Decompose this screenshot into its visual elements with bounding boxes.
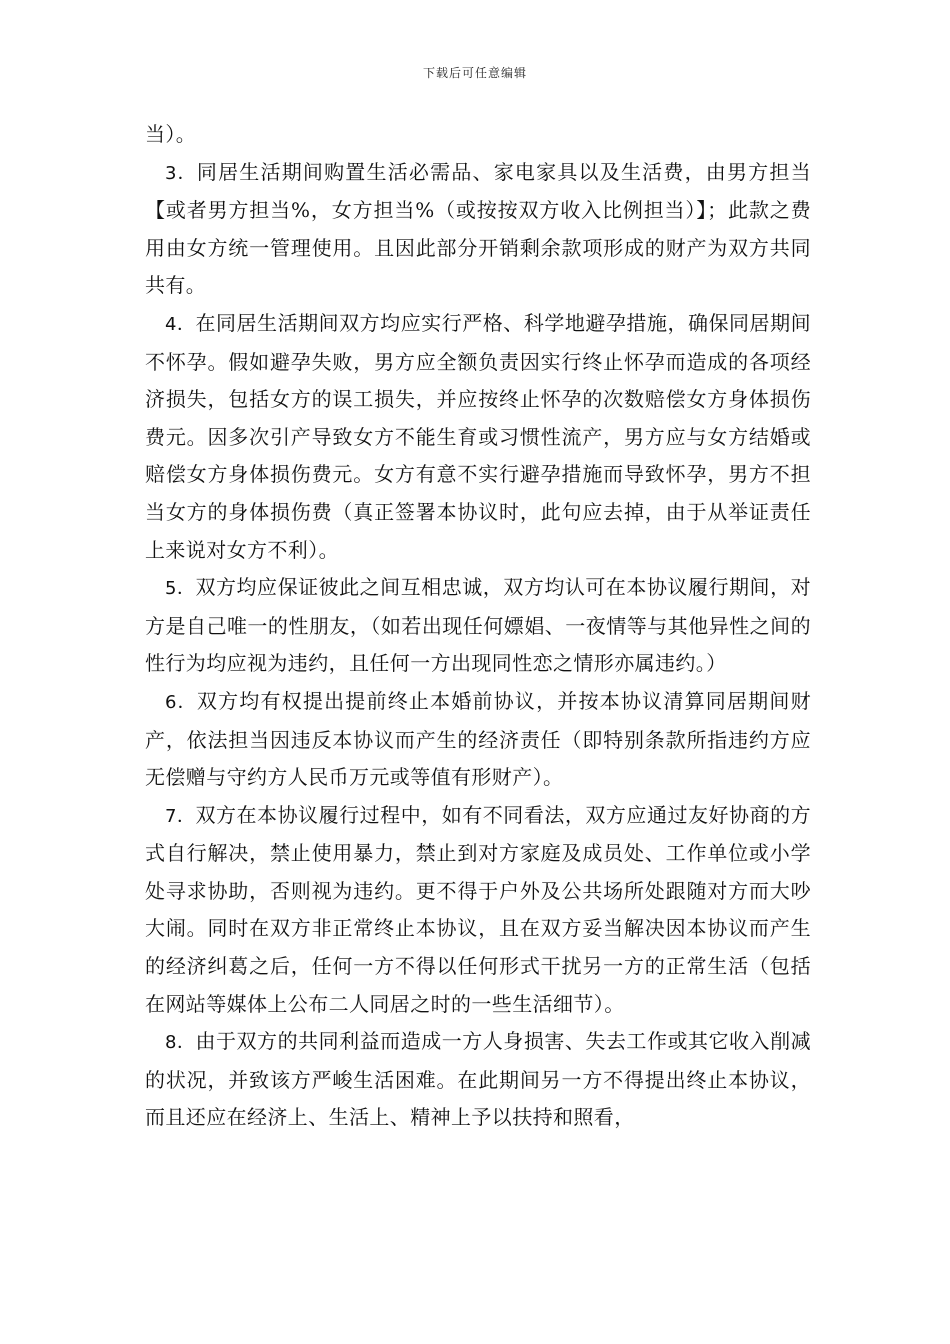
paragraph-3 [145, 154, 811, 305]
paragraph-number: 8． [165, 1032, 196, 1054]
paragraph-4 [145, 305, 811, 569]
paragraph-7 [145, 797, 811, 1024]
paragraph-text: 同居生活期间购置生活必需品、家电家具以及生活费，由男方担当【或者男方担当%，女方担当%（或按按双方收入比例担当）】；此款之费用由女方统一管理使用。且因此部分开销剩余款项形成的财产为双方共同共有。 [145, 159, 811, 298]
page-header: 下载后可任意编辑 [422, 66, 527, 80]
document-body [145, 116, 811, 1137]
paragraph-text: 双方均有权提出提前终止本婚前协议，并按本协议清算同居期间财产，依法担当因违反本协议而产生的经济责任（即特别条款所指违约方应无偿赠与守约方人民币万元或等值有形财产）。 [145, 688, 811, 790]
paragraph-5 [145, 569, 811, 683]
paragraph-text: 由于双方的共同利益而造成一方人身损害、失去工作或其它收入削减的状况，并致该方严峻生活困难。在此期间另一方不得提出终止本协议，而且还应在经济上、生活上、精神上予以扶持和照看， [145, 1029, 811, 1130]
paragraph-text: 当）。 [145, 122, 197, 146]
paragraph-number: 5． [165, 578, 196, 600]
paragraph-text: 在同居生活期间双方均应实行严格、科学地避孕措施，确保同居期间不怀孕。假如避孕失败，男方应全额负责因实行终止怀孕而造成的各项经济损失，包括女方的误工损失，并应按终止怀孕的次数赔偿女方身体损伤费元。因多次引产导致女方不能生育或习惯性流产，男方应与女方结婚或赔偿女方身体损伤费元。女方有意不实行避孕措施而导致怀孕，男方不担当女方的身体损伤费（真正签署本协议时，此句应去掉，由于从举证责任上来说对女方不利）。 [145, 310, 811, 562]
paragraph-text: 双方在本协议履行过程中，如有不同看法，双方应通过友好协商的方式自行解决，禁止使用暴力，禁止到对方家庭及成员处、工作单位或小学处寻求协助，否则视为违约。更不得于户外及公共场所处跟随对方而大吵大闹。同时在双方非正常终止本协议，且在双方妥当解决因本协议而产生的经济纠葛之后，任何一方不得以任何形式干扰另一方的正常生活（包括在网站等媒体上公布二人同居之时的一些生活细节）。 [145, 802, 811, 1016]
paragraph-number: 4． [165, 313, 196, 335]
paragraph-continuation [145, 116, 811, 154]
paragraph-text: 双方均应保证彼此之间互相忠诚，双方均认可在本协议履行期间，对方是自己唯一的性朋友，（如若出现任何嫖娼、一夜情等与其他异性之间的性行为均应视为违约，且任何一方出现同性恋之情形亦属违约。） [145, 575, 811, 676]
paragraph-number: 6． [165, 691, 197, 713]
paragraph-6 [145, 683, 811, 797]
paragraph-number: 3． [165, 162, 197, 184]
paragraph-8 [145, 1023, 811, 1137]
paragraph-number: 7． [165, 805, 196, 827]
